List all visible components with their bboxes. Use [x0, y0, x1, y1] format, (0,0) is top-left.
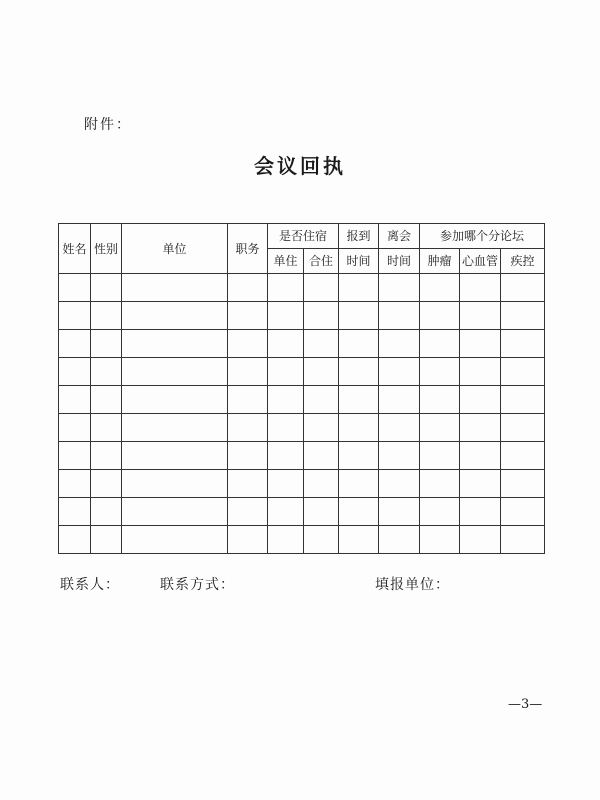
header-accommodation-shared: 合住	[304, 249, 339, 274]
table-cell[interactable]	[91, 414, 122, 442]
table-cell[interactable]	[228, 414, 268, 442]
table-cell[interactable]	[501, 498, 545, 526]
table-row	[59, 526, 545, 554]
table-cell[interactable]	[59, 442, 91, 470]
header-gender: 性别	[91, 224, 122, 274]
table-cell[interactable]	[228, 498, 268, 526]
table-cell[interactable]	[91, 358, 122, 386]
table-cell[interactable]	[228, 302, 268, 330]
table-cell[interactable]	[379, 526, 420, 554]
table-cell[interactable]	[122, 358, 228, 386]
table-cell[interactable]	[228, 386, 268, 414]
table-cell[interactable]	[460, 442, 501, 470]
header-accommodation: 是否住宿	[268, 224, 339, 249]
table-cell[interactable]	[379, 274, 420, 302]
table-cell[interactable]	[59, 414, 91, 442]
table-row	[59, 274, 545, 302]
table-cell[interactable]	[420, 470, 460, 498]
table-row	[59, 386, 545, 414]
header-check-in-line1: 报到	[339, 224, 379, 249]
table-cell[interactable]	[304, 330, 339, 358]
table-cell[interactable]	[268, 442, 304, 470]
table-cell[interactable]	[420, 358, 460, 386]
header-accommodation-single: 单住	[268, 249, 304, 274]
header-departure-line2: 时间	[379, 249, 420, 274]
table-cell[interactable]	[379, 470, 420, 498]
table-cell[interactable]	[339, 442, 379, 470]
table-cell[interactable]	[304, 274, 339, 302]
table-cell[interactable]	[268, 302, 304, 330]
page-number: —3—	[508, 697, 543, 712]
table-cell[interactable]	[91, 498, 122, 526]
table-cell[interactable]	[91, 330, 122, 358]
table-cell[interactable]	[501, 386, 545, 414]
table-cell[interactable]	[420, 442, 460, 470]
table-cell[interactable]	[228, 526, 268, 554]
table-cell[interactable]	[59, 358, 91, 386]
table-cell[interactable]	[460, 358, 501, 386]
contact-person-label: 联系人：	[60, 577, 120, 593]
table-cell[interactable]	[339, 470, 379, 498]
table-cell[interactable]	[59, 274, 91, 302]
table-cell[interactable]	[304, 526, 339, 554]
table-cell[interactable]	[420, 414, 460, 442]
receipt-form-table	[58, 223, 545, 554]
table-cell[interactable]	[379, 498, 420, 526]
table-cell[interactable]	[59, 498, 91, 526]
header-unit: 单位	[122, 224, 228, 274]
table-cell[interactable]	[59, 526, 91, 554]
table-cell[interactable]	[59, 386, 91, 414]
table-cell[interactable]	[268, 358, 304, 386]
table-cell[interactable]	[379, 302, 420, 330]
table-cell[interactable]	[501, 442, 545, 470]
table-body	[59, 274, 545, 554]
table-cell[interactable]	[339, 526, 379, 554]
table-cell[interactable]	[268, 526, 304, 554]
table-cell[interactable]	[501, 414, 545, 442]
table-cell[interactable]	[304, 302, 339, 330]
table-cell[interactable]	[268, 274, 304, 302]
header-forum-tumor: 肿瘤	[420, 249, 460, 274]
table-cell[interactable]	[304, 442, 339, 470]
table-cell[interactable]	[122, 330, 228, 358]
header-departure-line1: 离会	[379, 224, 420, 249]
table-cell[interactable]	[339, 358, 379, 386]
table-cell[interactable]	[420, 302, 460, 330]
table-cell[interactable]	[339, 330, 379, 358]
header-position: 职务	[228, 224, 268, 274]
table-cell[interactable]	[304, 386, 339, 414]
table-cell[interactable]	[304, 498, 339, 526]
table-cell[interactable]	[228, 358, 268, 386]
table-cell[interactable]	[460, 386, 501, 414]
table-cell[interactable]	[91, 274, 122, 302]
page-title: 会议回执	[254, 154, 346, 178]
table-cell[interactable]	[122, 274, 228, 302]
table-cell[interactable]	[304, 470, 339, 498]
table-cell[interactable]	[379, 330, 420, 358]
filling-unit-label: 填报单位：	[375, 577, 450, 593]
table-cell[interactable]	[228, 330, 268, 358]
table-cell[interactable]	[460, 526, 501, 554]
contact-method-label: 联系方式：	[160, 577, 235, 593]
table-cell[interactable]	[91, 470, 122, 498]
table-cell[interactable]	[268, 414, 304, 442]
table-row	[59, 302, 545, 330]
table-cell[interactable]	[379, 358, 420, 386]
table-cell[interactable]	[501, 274, 545, 302]
table-cell[interactable]	[339, 386, 379, 414]
table-cell[interactable]	[420, 386, 460, 414]
table-cell[interactable]	[122, 526, 228, 554]
table-cell[interactable]	[268, 498, 304, 526]
table-cell[interactable]	[460, 330, 501, 358]
table-cell[interactable]	[460, 498, 501, 526]
table-cell[interactable]	[91, 526, 122, 554]
table-row	[59, 442, 545, 470]
table-cell[interactable]	[59, 302, 91, 330]
header-forum-cardio: 心血管	[460, 249, 501, 274]
table-cell[interactable]	[420, 274, 460, 302]
table-cell[interactable]	[420, 526, 460, 554]
table-cell[interactable]	[122, 470, 228, 498]
header-forum-disease-control: 疾控	[501, 249, 545, 274]
table-cell[interactable]	[91, 442, 122, 470]
table-cell[interactable]	[304, 414, 339, 442]
table-cell[interactable]	[91, 386, 122, 414]
header-forum: 参加哪个分论坛	[420, 224, 545, 249]
table-cell[interactable]	[460, 274, 501, 302]
table-cell[interactable]	[339, 302, 379, 330]
table-cell[interactable]	[228, 274, 268, 302]
table-cell[interactable]	[268, 470, 304, 498]
table-cell[interactable]	[59, 470, 91, 498]
table-cell[interactable]	[122, 414, 228, 442]
table-row	[59, 470, 545, 498]
table-cell[interactable]	[91, 302, 122, 330]
table-row	[59, 498, 545, 526]
table-row	[59, 414, 545, 442]
header-name: 姓名	[59, 224, 91, 274]
table-cell[interactable]	[339, 274, 379, 302]
header-check-in-line2: 时间	[339, 249, 379, 274]
table-cell[interactable]	[460, 470, 501, 498]
table-cell[interactable]	[379, 414, 420, 442]
table-cell[interactable]	[122, 498, 228, 526]
table-cell[interactable]	[304, 358, 339, 386]
table-cell[interactable]	[460, 414, 501, 442]
table-cell[interactable]	[268, 330, 304, 358]
table-cell[interactable]	[339, 498, 379, 526]
table-cell[interactable]	[501, 302, 545, 330]
table-cell[interactable]	[501, 358, 545, 386]
table-cell[interactable]	[268, 386, 304, 414]
table-cell[interactable]	[501, 330, 545, 358]
table-cell[interactable]	[122, 302, 228, 330]
attachment-label: 附件：	[84, 117, 132, 133]
table-cell[interactable]	[460, 302, 501, 330]
table-cell[interactable]	[501, 470, 545, 498]
table-row	[59, 330, 545, 358]
table-cell[interactable]	[228, 442, 268, 470]
table-cell[interactable]	[339, 414, 379, 442]
table-cell[interactable]	[122, 386, 228, 414]
table-row	[59, 358, 545, 386]
table-cell[interactable]	[379, 386, 420, 414]
table-cell[interactable]	[122, 442, 228, 470]
table-cell[interactable]	[420, 498, 460, 526]
table-header	[59, 224, 545, 274]
table-cell[interactable]	[379, 442, 420, 470]
table-cell[interactable]	[59, 330, 91, 358]
table-cell[interactable]	[501, 526, 545, 554]
table-cell[interactable]	[420, 330, 460, 358]
table-cell[interactable]	[228, 470, 268, 498]
